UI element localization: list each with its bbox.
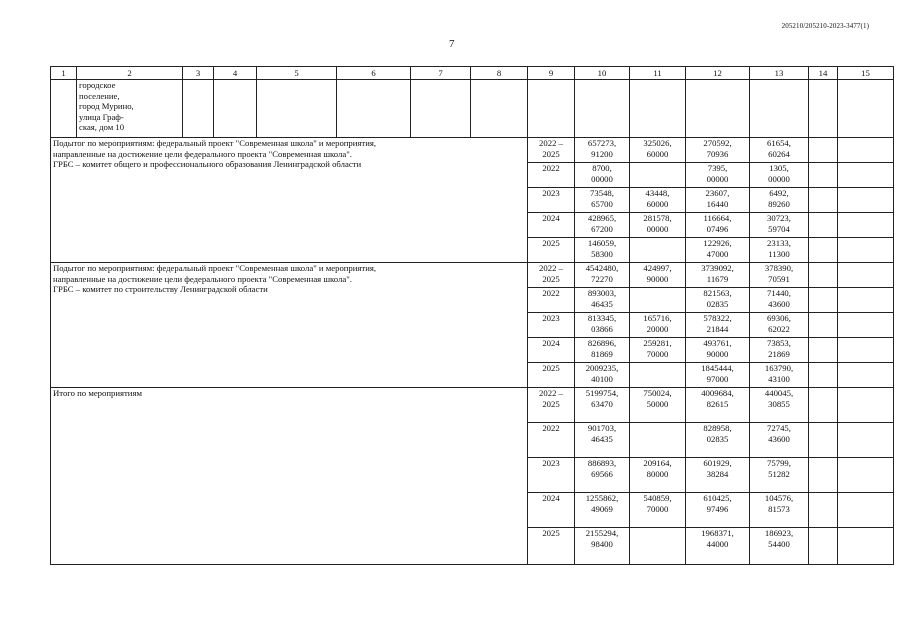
amount-cell — [630, 163, 686, 188]
column-header: 11 — [630, 67, 686, 80]
amount-cell: 4009684, 82615 — [686, 388, 750, 423]
amount-cell — [630, 528, 686, 565]
column-header: 2 — [77, 67, 183, 80]
amount-cell: 61654, 60264 — [750, 138, 809, 163]
cell-empty — [214, 80, 257, 138]
cell-empty — [838, 263, 894, 288]
cell-empty — [337, 80, 411, 138]
cell-empty — [809, 288, 838, 313]
column-header: 13 — [750, 67, 809, 80]
cell-empty — [809, 363, 838, 388]
column-header: 5 — [257, 67, 337, 80]
cell-empty — [750, 80, 809, 138]
cell-empty — [838, 423, 894, 458]
year-cell: 2023 — [528, 313, 575, 338]
location-cell: городское поселение, город Мурино, улица Граф- ская, дом 10 — [77, 80, 183, 138]
amount-cell: 270592, 70936 — [686, 138, 750, 163]
document-id: 205210/205210-2023-3477(1) — [781, 22, 869, 30]
amount-cell: 116664, 07496 — [686, 213, 750, 238]
cell-empty — [809, 80, 838, 138]
cell-empty — [838, 138, 894, 163]
column-header: 7 — [411, 67, 471, 80]
year-cell: 2025 — [528, 363, 575, 388]
cell-empty — [51, 80, 77, 138]
amount-cell: 122926, 47000 — [686, 238, 750, 263]
year-cell: 2025 — [528, 238, 575, 263]
cell-empty — [809, 313, 838, 338]
cell-empty — [838, 288, 894, 313]
year-cell: 2023 — [528, 188, 575, 213]
cell-empty — [257, 80, 337, 138]
header-row — [51, 67, 894, 80]
amount-cell: 5199754, 63470 — [575, 388, 630, 423]
cell-empty — [838, 238, 894, 263]
amount-cell: 72745, 43600 — [750, 423, 809, 458]
location-row — [51, 80, 894, 138]
year-cell: 2025 — [528, 528, 575, 565]
column-header: 8 — [471, 67, 528, 80]
amount-cell: 71440, 43600 — [750, 288, 809, 313]
cell-empty — [838, 163, 894, 188]
cell-empty — [809, 458, 838, 493]
amount-cell: 1968371, 44000 — [686, 528, 750, 565]
year-cell: 2023 — [528, 458, 575, 493]
amount-cell: 828958, 02835 — [686, 423, 750, 458]
amount-cell: 281578, 00000 — [630, 213, 686, 238]
cell-empty — [686, 80, 750, 138]
column-header: 12 — [686, 67, 750, 80]
table-row — [51, 138, 894, 163]
group-label: Итого по мероприятиям — [51, 388, 528, 565]
cell-empty — [838, 458, 894, 493]
amount-cell: 75799, 51282 — [750, 458, 809, 493]
group-label: Подытог по мероприятиям: федеральный проект "Современная школа" и мероприятия, направленные на достижение цели федерального проекта "Современная школа". ГРБС – комитет по строительству Ленинградской области — [51, 263, 528, 388]
year-cell: 2024 — [528, 338, 575, 363]
amount-cell: 30723, 59704 — [750, 213, 809, 238]
cell-empty — [809, 138, 838, 163]
amount-cell: 3739092, 11679 — [686, 263, 750, 288]
amount-cell: 901703, 46435 — [575, 423, 630, 458]
cell-empty — [838, 80, 894, 138]
column-header: 6 — [337, 67, 411, 80]
cell-empty — [838, 188, 894, 213]
column-header: 14 — [809, 67, 838, 80]
column-header: 15 — [838, 67, 894, 80]
amount-cell: 2009235, 40100 — [575, 363, 630, 388]
cell-empty — [809, 188, 838, 213]
amount-cell: 424997, 90000 — [630, 263, 686, 288]
column-header: 9 — [528, 67, 575, 80]
cell-empty — [809, 238, 838, 263]
amount-cell: 7395, 00000 — [686, 163, 750, 188]
amount-cell: 578322, 21844 — [686, 313, 750, 338]
cell-empty — [838, 313, 894, 338]
amount-cell: 4542480, 72270 — [575, 263, 630, 288]
table-row — [51, 388, 894, 423]
column-header: 4 — [214, 67, 257, 80]
cell-empty — [838, 388, 894, 423]
year-cell: 2022 — [528, 163, 575, 188]
amount-cell: 104576, 81573 — [750, 493, 809, 528]
amount-cell: 1845444, 97000 — [686, 363, 750, 388]
year-cell: 2022 – 2025 — [528, 138, 575, 163]
amount-cell: 209164, 80000 — [630, 458, 686, 493]
page-number: 7 — [449, 38, 455, 50]
budget-table — [50, 66, 894, 565]
year-cell: 2022 – 2025 — [528, 263, 575, 288]
cell-empty — [838, 213, 894, 238]
amount-cell — [630, 423, 686, 458]
amount-cell: 163790, 43100 — [750, 363, 809, 388]
column-header: 1 — [51, 67, 77, 80]
amount-cell: 657273, 91200 — [575, 138, 630, 163]
cell-empty — [575, 80, 630, 138]
column-header: 10 — [575, 67, 630, 80]
cell-empty — [809, 528, 838, 565]
amount-cell: 23133, 11300 — [750, 238, 809, 263]
cell-empty — [809, 338, 838, 363]
year-cell: 2022 – 2025 — [528, 388, 575, 423]
amount-cell: 886893, 69566 — [575, 458, 630, 493]
column-header: 3 — [183, 67, 214, 80]
amount-cell: 610425, 97496 — [686, 493, 750, 528]
cell-empty — [411, 80, 471, 138]
group-label: Подытог по мероприятиям: федеральный проект "Современная школа" и мероприятия, направленные на достижение цели федерального проекта "Современная школа". ГРБС – комитет общего и профессионального образования Ленинградской области — [51, 138, 528, 263]
year-cell: 2022 — [528, 423, 575, 458]
amount-cell: 325026, 60000 — [630, 138, 686, 163]
amount-cell — [630, 238, 686, 263]
amount-cell: 186923, 54400 — [750, 528, 809, 565]
amount-cell: 6492, 89260 — [750, 188, 809, 213]
cell-empty — [471, 80, 528, 138]
cell-empty — [809, 213, 838, 238]
cell-empty — [838, 493, 894, 528]
amount-cell: 428965, 67200 — [575, 213, 630, 238]
year-cell: 2024 — [528, 213, 575, 238]
cell-empty — [809, 163, 838, 188]
cell-empty — [809, 263, 838, 288]
amount-cell: 69306, 62022 — [750, 313, 809, 338]
cell-empty — [183, 80, 214, 138]
year-cell: 2024 — [528, 493, 575, 528]
amount-cell: 893003, 46435 — [575, 288, 630, 313]
cell-empty — [838, 528, 894, 565]
amount-cell: 23607, 16440 — [686, 188, 750, 213]
amount-cell: 8700, 00000 — [575, 163, 630, 188]
amount-cell: 750024, 50000 — [630, 388, 686, 423]
amount-cell: 540859, 70000 — [630, 493, 686, 528]
amount-cell: 146059, 58300 — [575, 238, 630, 263]
amount-cell: 73853, 21869 — [750, 338, 809, 363]
cell-empty — [838, 363, 894, 388]
amount-cell: 165716, 20000 — [630, 313, 686, 338]
amount-cell: 43448, 60000 — [630, 188, 686, 213]
amount-cell: 826896, 81869 — [575, 338, 630, 363]
table-row — [51, 263, 894, 288]
amount-cell: 493761, 90000 — [686, 338, 750, 363]
amount-cell: 1255862, 49069 — [575, 493, 630, 528]
amount-cell — [630, 363, 686, 388]
amount-cell: 440045, 30855 — [750, 388, 809, 423]
cell-empty — [809, 388, 838, 423]
amount-cell: 821563, 02835 — [686, 288, 750, 313]
cell-empty — [528, 80, 575, 138]
amount-cell: 259281, 70000 — [630, 338, 686, 363]
amount-cell — [630, 288, 686, 313]
cell-empty — [630, 80, 686, 138]
year-cell: 2022 — [528, 288, 575, 313]
amount-cell: 601929, 38284 — [686, 458, 750, 493]
cell-empty — [838, 338, 894, 363]
cell-empty — [809, 493, 838, 528]
cell-empty — [809, 423, 838, 458]
amount-cell: 2155294, 98400 — [575, 528, 630, 565]
amount-cell: 813345, 03866 — [575, 313, 630, 338]
amount-cell: 378390, 70591 — [750, 263, 809, 288]
amount-cell: 73548, 65700 — [575, 188, 630, 213]
amount-cell: 1305, 00000 — [750, 163, 809, 188]
